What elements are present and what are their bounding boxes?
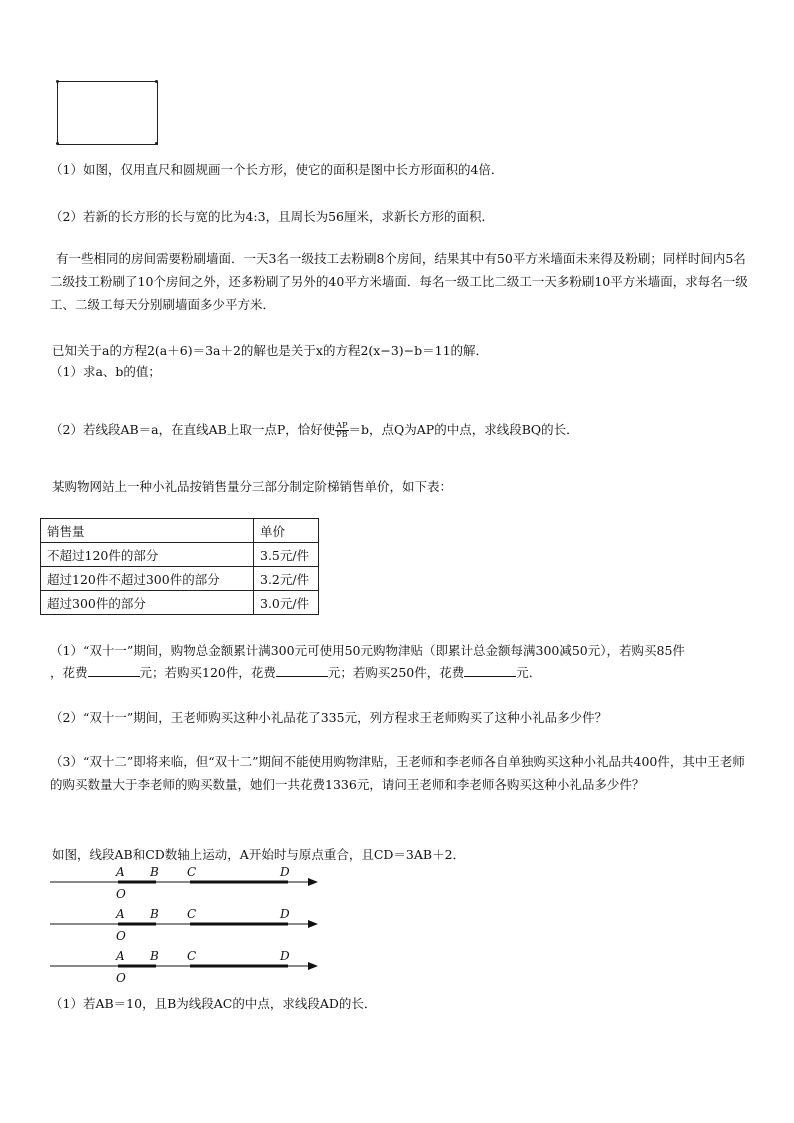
table-header-cell: 销售量	[41, 519, 254, 543]
point-label-a: A	[116, 949, 125, 963]
point-label-c: C	[187, 865, 197, 879]
q4-part3: （3）“双十二”即将来临，但“双十二”期间不能使用购物津贴，王老师和李老师各自单独购买这种小礼品共400件，其中王老师的购买数量大于李老师的购买数量，她们一共花费1336元，请问王老师和李老师各购买这种小礼品多少件？	[50, 754, 745, 792]
q4-part1-line1: （1）“双十一”期间，购物总金额累计满300元可使用50元购物津贴（即累计总金额每满300减50元），若购买85件	[50, 643, 685, 658]
rectangle-corner-dot	[56, 80, 59, 83]
table-cell: 3.2元/件	[254, 567, 319, 591]
q4-part2: （2）“双十一”期间，王老师购买这种小礼品花了335元，列方程求王老师购买了这种小礼品多少件？	[50, 710, 608, 725]
q5-part1: （1）若AB＝10，且B为线段AC的中点，求线段AD的长．	[50, 996, 377, 1011]
origin-label: O	[116, 887, 126, 901]
q3-part2-after: ＝b，点Q为AP的中点，求线段BQ的长．	[348, 422, 579, 437]
number-line-2	[40, 904, 330, 944]
table-row	[41, 543, 319, 567]
table-cell: 超过120件不超过300件的部分	[41, 567, 254, 591]
point-label-d: D	[280, 949, 290, 963]
ap-pb-fraction	[335, 422, 348, 439]
rectangle-figure	[57, 81, 158, 145]
point-label-b: B	[150, 865, 159, 879]
number-line-3	[40, 946, 330, 986]
point-label-d: D	[280, 907, 290, 921]
q2-text: 有一些相同的房间需要粉刷墙面．一天3名一级技工去粉刷8个房间，结果其中有50平方米墙面未来得及粉刷；同样时间内5名二级技工粉刷了10个房间之外，还多粉刷了另外的40平方米墙面．每名一级工比二级工一天多粉刷10平方米墙面，求每名一级工、二级工每天分别刷墙面多少平方米．	[50, 251, 748, 312]
table-row	[41, 567, 319, 591]
q4-part1-text: 元．	[516, 665, 542, 680]
origin-label: O	[116, 929, 126, 943]
q4-part1-text: 元；若购买250件，花费	[327, 665, 465, 680]
q4-part1-text: 元；若购买120件，花费	[139, 665, 276, 680]
q4-part1-line2	[50, 663, 541, 681]
rectangle-corner-dot	[155, 142, 158, 145]
table-cell: 3.5元/件	[254, 543, 319, 567]
answer-blank[interactable]	[464, 664, 516, 677]
point-label-c: C	[187, 907, 197, 921]
table-cell: 超过300件的部分	[41, 591, 254, 615]
origin-label: O	[116, 971, 126, 985]
table-row	[41, 591, 319, 615]
rectangle-corner-dot	[155, 80, 158, 83]
q1-part2: （2）若新的长方形的长与宽的比为4:3，且周长为56厘米，求新长方形的面积．	[50, 209, 494, 224]
answer-blank[interactable]	[276, 664, 328, 677]
point-label-d: D	[280, 865, 290, 879]
q3-part2-before: （2）若线段AB＝a，在直线AB上取一点P，恰好使	[50, 422, 336, 437]
table-cell: 3.0元/件	[254, 591, 319, 615]
rectangle-corner-dot	[56, 142, 59, 145]
q5-intro: 如图，线段AB和CD数轴上运动，A开始时与原点重合，且CD＝3AB＋2．	[52, 847, 466, 862]
table-cell: 不超过120件的部分	[41, 543, 254, 567]
fraction-numerator: AP	[336, 421, 348, 430]
q3-intro: 已知关于a的方程2(a＋6)＝3a＋2的解也是关于x的方程2(x−3)−b＝11的解．	[52, 343, 489, 358]
point-label-a: A	[116, 907, 125, 921]
point-label-b: B	[150, 907, 159, 921]
point-label-a: A	[116, 865, 125, 879]
q4-part1-text: ，花费	[50, 665, 88, 680]
q3-part2	[50, 420, 579, 439]
table-header-cell: 单价	[254, 519, 319, 543]
point-label-c: C	[187, 949, 197, 963]
q1-part1: （1）如图，仅用直尺和圆规画一个长方形，使它的面积是图中长方形面积的4倍．	[50, 162, 504, 177]
price-table	[40, 518, 319, 615]
answer-blank[interactable]	[88, 664, 140, 677]
point-label-b: B	[150, 949, 159, 963]
q3-part1: （1）求a、b的值；	[50, 364, 161, 379]
number-line-1	[40, 862, 330, 902]
q4-intro: 某购物网站上一种小礼品按销售量分三部分制定阶梯销售单价，如下表：	[52, 479, 453, 494]
fraction-denominator: PB	[336, 430, 348, 439]
table-header-row	[41, 519, 319, 543]
